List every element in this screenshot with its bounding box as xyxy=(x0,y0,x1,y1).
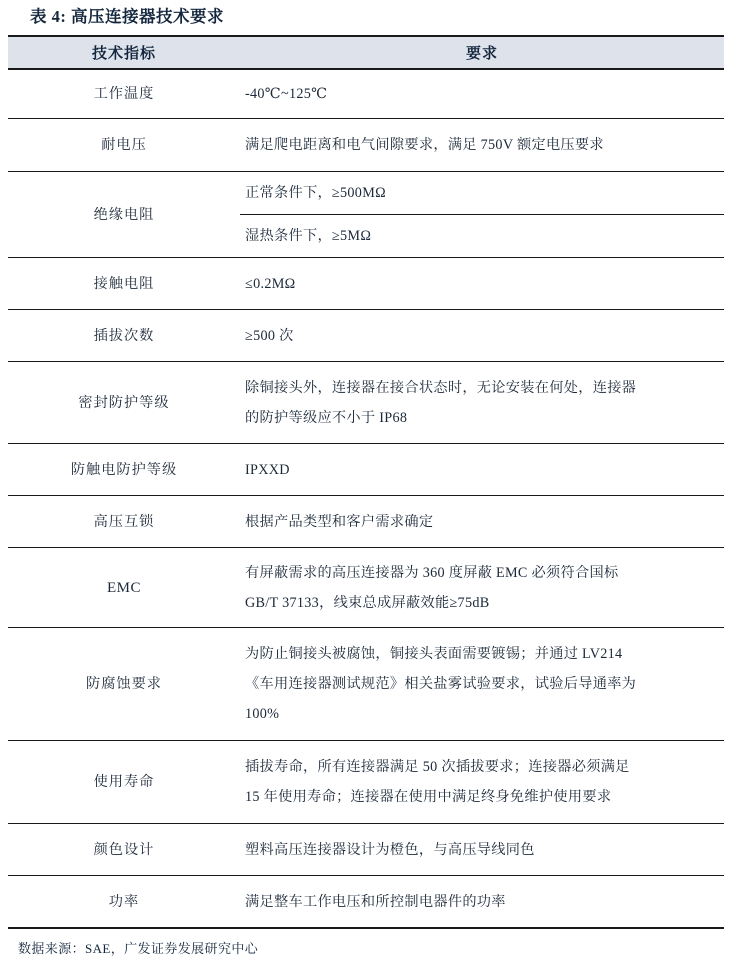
value-subrow: 正常条件下，≥500MΩ xyxy=(245,185,386,201)
column-header-requirement: 要求 xyxy=(240,36,724,69)
row-label: 密封防护等级 xyxy=(8,362,240,444)
table-row xyxy=(8,876,724,929)
row-label: 接触电阻 xyxy=(8,258,240,310)
row-label: 插拔次数 xyxy=(8,310,240,362)
value-line: ≥500 次 xyxy=(245,327,294,344)
table-row xyxy=(8,444,724,496)
row-value xyxy=(240,876,724,929)
table-body xyxy=(8,69,724,928)
value-line: GB/T 37133，线束总成屏蔽效能≥75dB xyxy=(245,594,490,611)
value-line: 满足整车工作电压和所控制电器件的功率 xyxy=(245,893,506,910)
row-value xyxy=(240,496,724,548)
table-caption: 表 4: 高压连接器技术要求 xyxy=(30,7,224,26)
row-label: 使用寿命 xyxy=(8,741,240,824)
column-header-metric: 技术指标 xyxy=(8,36,240,69)
row-label: EMC xyxy=(8,548,240,628)
value-line: 根据产品类型和客户需求确定 xyxy=(245,513,434,530)
table-header-row xyxy=(8,36,724,69)
value-line: 为防止铜接头被腐蚀，铜接头表面需要镀锡；并通过 LV214 xyxy=(245,646,623,662)
table-row xyxy=(8,548,724,628)
row-value xyxy=(240,119,724,172)
table-row xyxy=(8,741,724,824)
value-line: IPXXD xyxy=(245,461,290,478)
table-row xyxy=(8,628,724,741)
row-value xyxy=(240,444,724,496)
spec-table xyxy=(8,35,724,929)
row-value xyxy=(240,310,724,362)
value-line: 插拔寿命，所有连接器满足 50 次插拔要求；连接器必须满足 xyxy=(245,759,630,775)
value-line: 《车用连接器测试规范》相关盐雾试验要求，试验后导通率为 xyxy=(245,676,637,692)
table-row xyxy=(8,258,724,310)
row-label: 绝缘电阻 xyxy=(8,172,240,258)
table-row xyxy=(8,119,724,172)
row-value xyxy=(240,741,724,824)
value-line: 塑料高压连接器设计为橙色，与高压导线同色 xyxy=(245,841,535,858)
table-row xyxy=(8,310,724,362)
table-row xyxy=(8,69,724,119)
value-subrow: 湿热条件下，≥5MΩ xyxy=(240,214,724,257)
row-label: 功率 xyxy=(8,876,240,929)
row-label: 高压互锁 xyxy=(8,496,240,548)
value-line: 除铜接头外，连接器在接合状态时，无论安装在何处，连接器 xyxy=(245,379,637,396)
row-value xyxy=(240,628,724,741)
row-value xyxy=(240,548,724,628)
table-row xyxy=(8,824,724,876)
value-line: 的防护等级应不小于 IP68 xyxy=(245,409,408,426)
row-label: 防腐蚀要求 xyxy=(8,628,240,741)
row-value xyxy=(240,362,724,444)
value-line: 有屏蔽需求的高压连接器为 360 度屏蔽 EMC 必须符合国标 xyxy=(245,564,619,581)
row-label: 工作温度 xyxy=(8,69,240,119)
row-label: 防触电防护等级 xyxy=(8,444,240,496)
value-line: 100% xyxy=(245,706,280,722)
row-value xyxy=(240,69,724,119)
row-value xyxy=(240,824,724,876)
table-row xyxy=(8,496,724,548)
table-header xyxy=(8,36,724,69)
value-line: -40℃~125℃ xyxy=(245,86,328,102)
value-line: ≤0.2MΩ xyxy=(245,275,296,292)
row-value-split xyxy=(240,172,724,258)
table-row xyxy=(8,362,724,444)
row-label: 耐电压 xyxy=(8,119,240,172)
source-note: 数据来源：SAE，广发证券发展研究中心 xyxy=(18,941,259,956)
value-line: 15 年使用寿命；连接器在使用中满足终身免维护使用要求 xyxy=(245,789,612,805)
value-line: 满足爬电距离和电气间隙要求，满足 750V 额定电压要求 xyxy=(245,137,604,153)
row-value xyxy=(240,258,724,310)
row-label: 颜色设计 xyxy=(8,824,240,876)
table-row xyxy=(8,172,724,258)
